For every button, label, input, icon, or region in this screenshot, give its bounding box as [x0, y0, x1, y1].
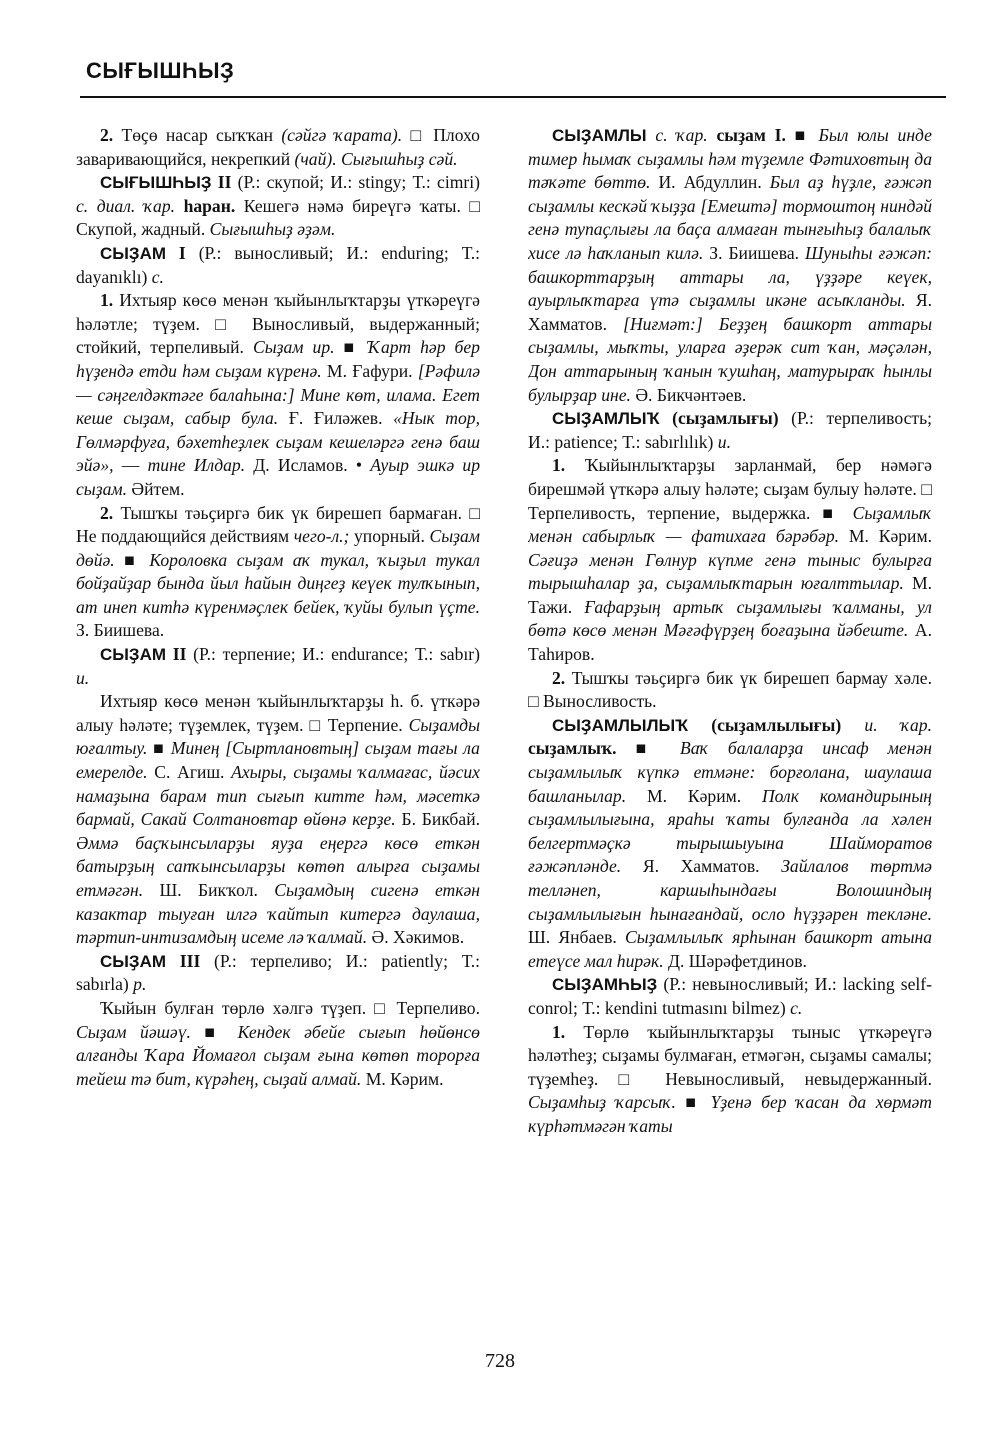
entry-text: (сыҙамлығы)	[659, 408, 779, 429]
entry-text: З. Биишева.	[76, 620, 165, 641]
entry-text: Сыҙам ир.	[252, 337, 335, 358]
entry-text: М. Кәрим.	[361, 1068, 444, 1089]
entry-text: Был юлы инде тимер һымаҡ сыҙамлы һәм түҙемле Фәтиховтың да тәҡәте бөттө.	[528, 125, 932, 193]
entry-text: (Р.: выносливый; И.: enduring; Т.: dayanıklı)	[76, 242, 480, 287]
headword: СЫҘАМ	[100, 645, 167, 665]
entry-text: 2.	[100, 502, 114, 523]
entry-text: Был аҙ һүҙле, ғәжәп сыҙамлы кескәй ҡыҙҙа [Емештә] тормоштоң ниндәй генә тупаҫлығы ла баҫа алмаған тынғыһыҙ балалыҡ хисе лә һаҡланып килә.	[528, 172, 932, 263]
entry-paragraph	[76, 502, 480, 644]
entry-text: Зайлалов төртмә телләнеп, каршыһындағы Волошиндың сыҙамлылығын һынағандай, осло һүҙҙәрен текләне.	[528, 856, 932, 924]
entry-text: 2.	[100, 125, 114, 145]
headword: СЫҘАМЛЫҠ	[552, 409, 660, 429]
entry-text: ■	[190, 1021, 238, 1042]
page-number: 728	[485, 1350, 515, 1372]
entry-text: Тышҡы тәьҫиргә бик үк бирешеп бармаған. □ Не поддающийся действиям	[76, 502, 480, 547]
entry-paragraph	[76, 643, 480, 690]
entry-text: и.	[76, 667, 90, 688]
entry-text: [Рәфилә — сәңгелдәктәге балаһына:] Мине көт, илама. Егет кеше сыҙам, сабыр була.	[76, 360, 480, 429]
entry-text: Үҙенә бер ҡасан да хөрмәт күрһәтмәгән ҡаты	[528, 1092, 932, 1136]
entry-text: тине Илдар.	[147, 455, 246, 476]
entry-paragraph	[528, 973, 932, 1020]
entry-text: Я. Хамматов.	[621, 856, 782, 877]
entry-paragraph	[76, 997, 480, 1091]
entry-text: Б. Бикбай.	[395, 809, 480, 830]
headword: СЫҘАМЛЫ	[552, 126, 647, 145]
left-column	[76, 124, 480, 1354]
entry-text: II	[166, 644, 187, 665]
entry-text: Сыҙамлылыҡ ярһынан башкорт атына етеүсе мал һирәк.	[528, 927, 932, 971]
entry-paragraph	[76, 171, 480, 242]
entry-text: И. Абдуллин.	[650, 172, 770, 193]
entry-text: З. Биишева.	[703, 242, 805, 263]
entry-text: С. Агиш.	[147, 762, 232, 783]
entry-text: Минең [Сыртлановтың] сыҙам тағы ла емерелде.	[76, 738, 480, 783]
entry-text: с.	[151, 266, 164, 287]
entry-text: [Ниғмәт:] Беҙҙең башкорт аттары сыҙамлы, мыҡты, уларға әҙерәк сит ҡан, мәҫәлән, Дон аттарының ҡанын ҡушһаң, матурыраҡ һынлы булырҙар ине.	[528, 313, 932, 405]
entry-text: с. диал. ҡар.	[76, 195, 176, 216]
entry-paragraph	[76, 690, 480, 950]
entry-paragraph	[76, 950, 480, 997]
entry-paragraph	[528, 407, 932, 454]
headword: СЫҘАМЛЫЛЫҠ	[552, 715, 689, 735]
entry-text: М. Кәрим.	[626, 785, 762, 806]
entry-text: Ә. Бикчәнтәев.	[630, 384, 747, 405]
entry-text: Ғ. Ғиләжев.	[278, 408, 394, 429]
entry-text: Ә. Хәкимов.	[367, 927, 465, 948]
entry-text: Тышҡы тәьҫиргә бик үк бирешеп бармау хәле. □ Выносливость.	[528, 667, 932, 712]
entry-text: Ш. Бикҡол.	[143, 880, 275, 900]
entry-text: (чай). Сығышһыҙ сәй.	[294, 148, 458, 169]
entry-text: ■	[675, 1092, 711, 1113]
entry-paragraph	[528, 1021, 932, 1139]
entry-text: упорный.	[349, 526, 430, 547]
entry-text: Полк командирының сыҙамлылығына, яраһы ҡаты булғанда ла хәлен белгертмәҫкә тырышыуына Шайморатов ғәжәпләнде.	[528, 785, 932, 877]
entry-paragraph	[76, 289, 480, 501]
entry-text: Ҡарт һәр бер һүҙендә етди һәм сыҙам күренә.	[76, 337, 480, 381]
entry-text: һаран.	[175, 195, 236, 216]
entry-text: —	[113, 455, 148, 476]
entry-text: Ғафарҙың артыҡ сыҙамлығы ҡалманы, ул бөтә көсө менән Мәғәфүрҙең боғаҙына йәбеште.	[528, 596, 932, 641]
entry-text: Ҡыйын булған төрлө хәлгә түҙеп. □ Терпеливо.	[100, 997, 480, 1018]
entry-text: Ихтыяр көсө менән ҡыйынлыҡтарҙы үткәреүгә һәләтле; түҙем. □ Выносливый, выдержанный; стойкий, терпеливый.	[76, 290, 480, 358]
entry-text: Д. Шәрәфетдинов.	[663, 950, 807, 971]
entry-text: «Нык тор, Гөлмәрфуға, бәхетһеҙлек сыҙам кешеләргә генә баш эйә»,	[76, 408, 480, 476]
entry-text: Ш. Янбаев.	[528, 927, 625, 948]
header-rule	[80, 96, 946, 98]
entry-text: III	[166, 950, 201, 971]
entry-text: 1.	[552, 1021, 566, 1042]
entry-text: Ахыры, сыҙамы ҡалмағас, йәсих намаҙына барам тип сығып китте һәм, мәсеткә бармай, Сакай Солтановтар өйөнә керҙе.	[76, 762, 480, 830]
entry-text: сыҙам I.	[707, 125, 786, 145]
entry-text: ■	[114, 549, 150, 570]
entry-text: I	[166, 242, 186, 263]
entry-text: А. Таһиров.	[528, 620, 932, 665]
entry-text: ■	[147, 738, 171, 759]
entry-text: М. Тажи.	[528, 573, 932, 617]
entry-text: Я. Хамматов.	[528, 290, 932, 334]
entry-text: Сығышһыҙ әҙәм.	[209, 219, 336, 240]
entry-text: Шуныһы ғәжәп: башкорттарҙың аттары ла, үҙҙәре кеүек, ауырлыҡтарға үтә сыҙамлы икәне асыҡланды.	[528, 242, 932, 311]
entry-text: (сәйгә ҡарата).	[281, 125, 403, 145]
entry-paragraph	[76, 124, 480, 171]
entry-paragraph	[76, 242, 480, 289]
entry-text: (Р.: терпеливость; И.: patience; Т.: sabırlılık)	[528, 408, 932, 452]
entry-text: (сыҙамлылығы)	[688, 714, 842, 735]
entry-text: Төҫө насар сыҡҡан	[113, 125, 282, 145]
headword: СЫҘАМ	[100, 243, 167, 263]
entry-text: Короловка сыҙам аҡ тукал, ҡыҙыл тукал бойҙайҙар бында йыл һайын диңгеҙ кеүек тулҡынып, ат инеп китһә күренмәҫлек бейек, ҡуйы булып үҫте.	[76, 549, 480, 617]
entry-text: М. Ғафури.	[321, 360, 418, 381]
entry-text: Әммә баҫҡынсыларҙы яуҙа еңергә көсө еткән батырҙың сапҡынсыларҙы көтөп алырға сыҙамы етмәгән.	[76, 832, 480, 900]
entry-text: и.	[717, 431, 731, 452]
entry-text: 1.	[100, 290, 114, 311]
entry-text: (Р.: невыносливый; И.: lacking self-conrol; Т.: kendini tutmasını bilmez)	[528, 974, 932, 1018]
entry-text: Сыҙамдың сигенә еткән казактар тыуған илгә ҡайтып китергә даулаша, тәртип-интизамдың исеме лә ҡалмай.	[76, 880, 480, 948]
right-column	[528, 124, 932, 1354]
entry-text: р.	[133, 974, 147, 995]
entry-text: □ Плохо заваривающийся, некрепкий	[76, 125, 480, 169]
entry-text: (Р.: терпение; И.: endurance; Т.: sabır)	[186, 644, 480, 665]
entry-text: Сыҙам йәшәү.	[76, 1021, 191, 1042]
entry-text: 1.	[552, 455, 566, 476]
entry-text: Д. Исламов. •	[245, 455, 371, 476]
entry-text: Кешегә нәмә биреүгә ҡаты. □ Скупой, жадный.	[76, 195, 480, 240]
entry-paragraph	[528, 714, 932, 974]
entry-text: Сыҙам дөйә.	[76, 526, 480, 570]
entry-text	[841, 715, 864, 735]
entry-text: Сәғиҙә менән Гөлнур күпме генә тыныс булырға тырышһалар ҙа, сыҙамлыҡтарын юғалттылар.	[528, 549, 932, 594]
entry-text: 2.	[552, 667, 566, 688]
headword: СЫҘАМҺЫҘ	[552, 975, 658, 995]
entry-text: Әйтем.	[127, 478, 185, 499]
entry-text: с.	[790, 997, 803, 1018]
entry-text: Кендек әбейе сығып һөйөнсө алғанды Ҡара Йомағол сыҙам ғына көтөп торорға тейеш тә бит, күрәһең, сыҙай алмай.	[76, 1021, 480, 1089]
entry-text: (Р.: скупой; И.: stingy; Т.: cimri)	[231, 172, 480, 193]
entry-text: Ваҡ балаларҙа инсаф менән сыҙамлылыҡ күпкә етмәне: борғолана, шаулаша башланылар.	[528, 738, 932, 806]
entry-text: (Р.: терпеливо; И.: patiently; Т.: sabırla)	[76, 950, 480, 995]
entry-text: Сыҙамды юғалтыу.	[76, 714, 480, 759]
entry-paragraph	[528, 667, 932, 714]
entry-text: и. ҡар.	[864, 714, 932, 735]
entry-text: с. ҡар.	[655, 125, 708, 145]
headword: СЫҒЫШҺЫҘ	[100, 173, 212, 193]
entry-text: сыҙамлыҡ.	[528, 738, 617, 759]
entry-text: ■	[616, 738, 680, 759]
entry-paragraph	[528, 454, 932, 666]
entry-text: чего-л.;	[293, 526, 350, 547]
entry-text: ■	[334, 337, 368, 358]
entry-text: Сыҙамлыҡ менән сабырлыҡ — фатихаға бәрәбәр.	[528, 502, 932, 547]
entry-text: ■	[785, 125, 819, 145]
entry-text: II	[211, 172, 232, 193]
entry-text: Ихтыяр көсө менән ҡыйынлыҡтарҙы һ. б. үткәрә алыу һәләте; түҙемлек, түҙем. □ Терпение.	[76, 691, 480, 735]
running-head: СЫҒЫШҺЫҘ	[86, 58, 235, 83]
headword: СЫҘАМ	[100, 951, 167, 971]
entry-text: М. Кәрим.	[839, 526, 932, 547]
entry-text: Төрлө ҡыйынлыҡтарҙы тыныс үткәреүгә һәләтһеҙ; сыҙамы булмаған, етмәгән, сыҙамы самалы; түҙемһеҙ. □ Невыносливый, невыдержанный.	[528, 1021, 932, 1089]
entry-paragraph	[528, 124, 932, 407]
entry-text: Ауыр эшкә ир сыҙам.	[76, 455, 480, 499]
entry-text: Сыҙамһыҙ ҡарсыҡ.	[528, 1092, 676, 1113]
entry-text: Ҡыйынлыҡтарҙы зарланмай, бер нәмәгә бирешмәй үткәрә алыу һәләте; сыҙам булыу һәләте. □ Терпеливость, терпение, выдержка. ■	[528, 455, 932, 523]
